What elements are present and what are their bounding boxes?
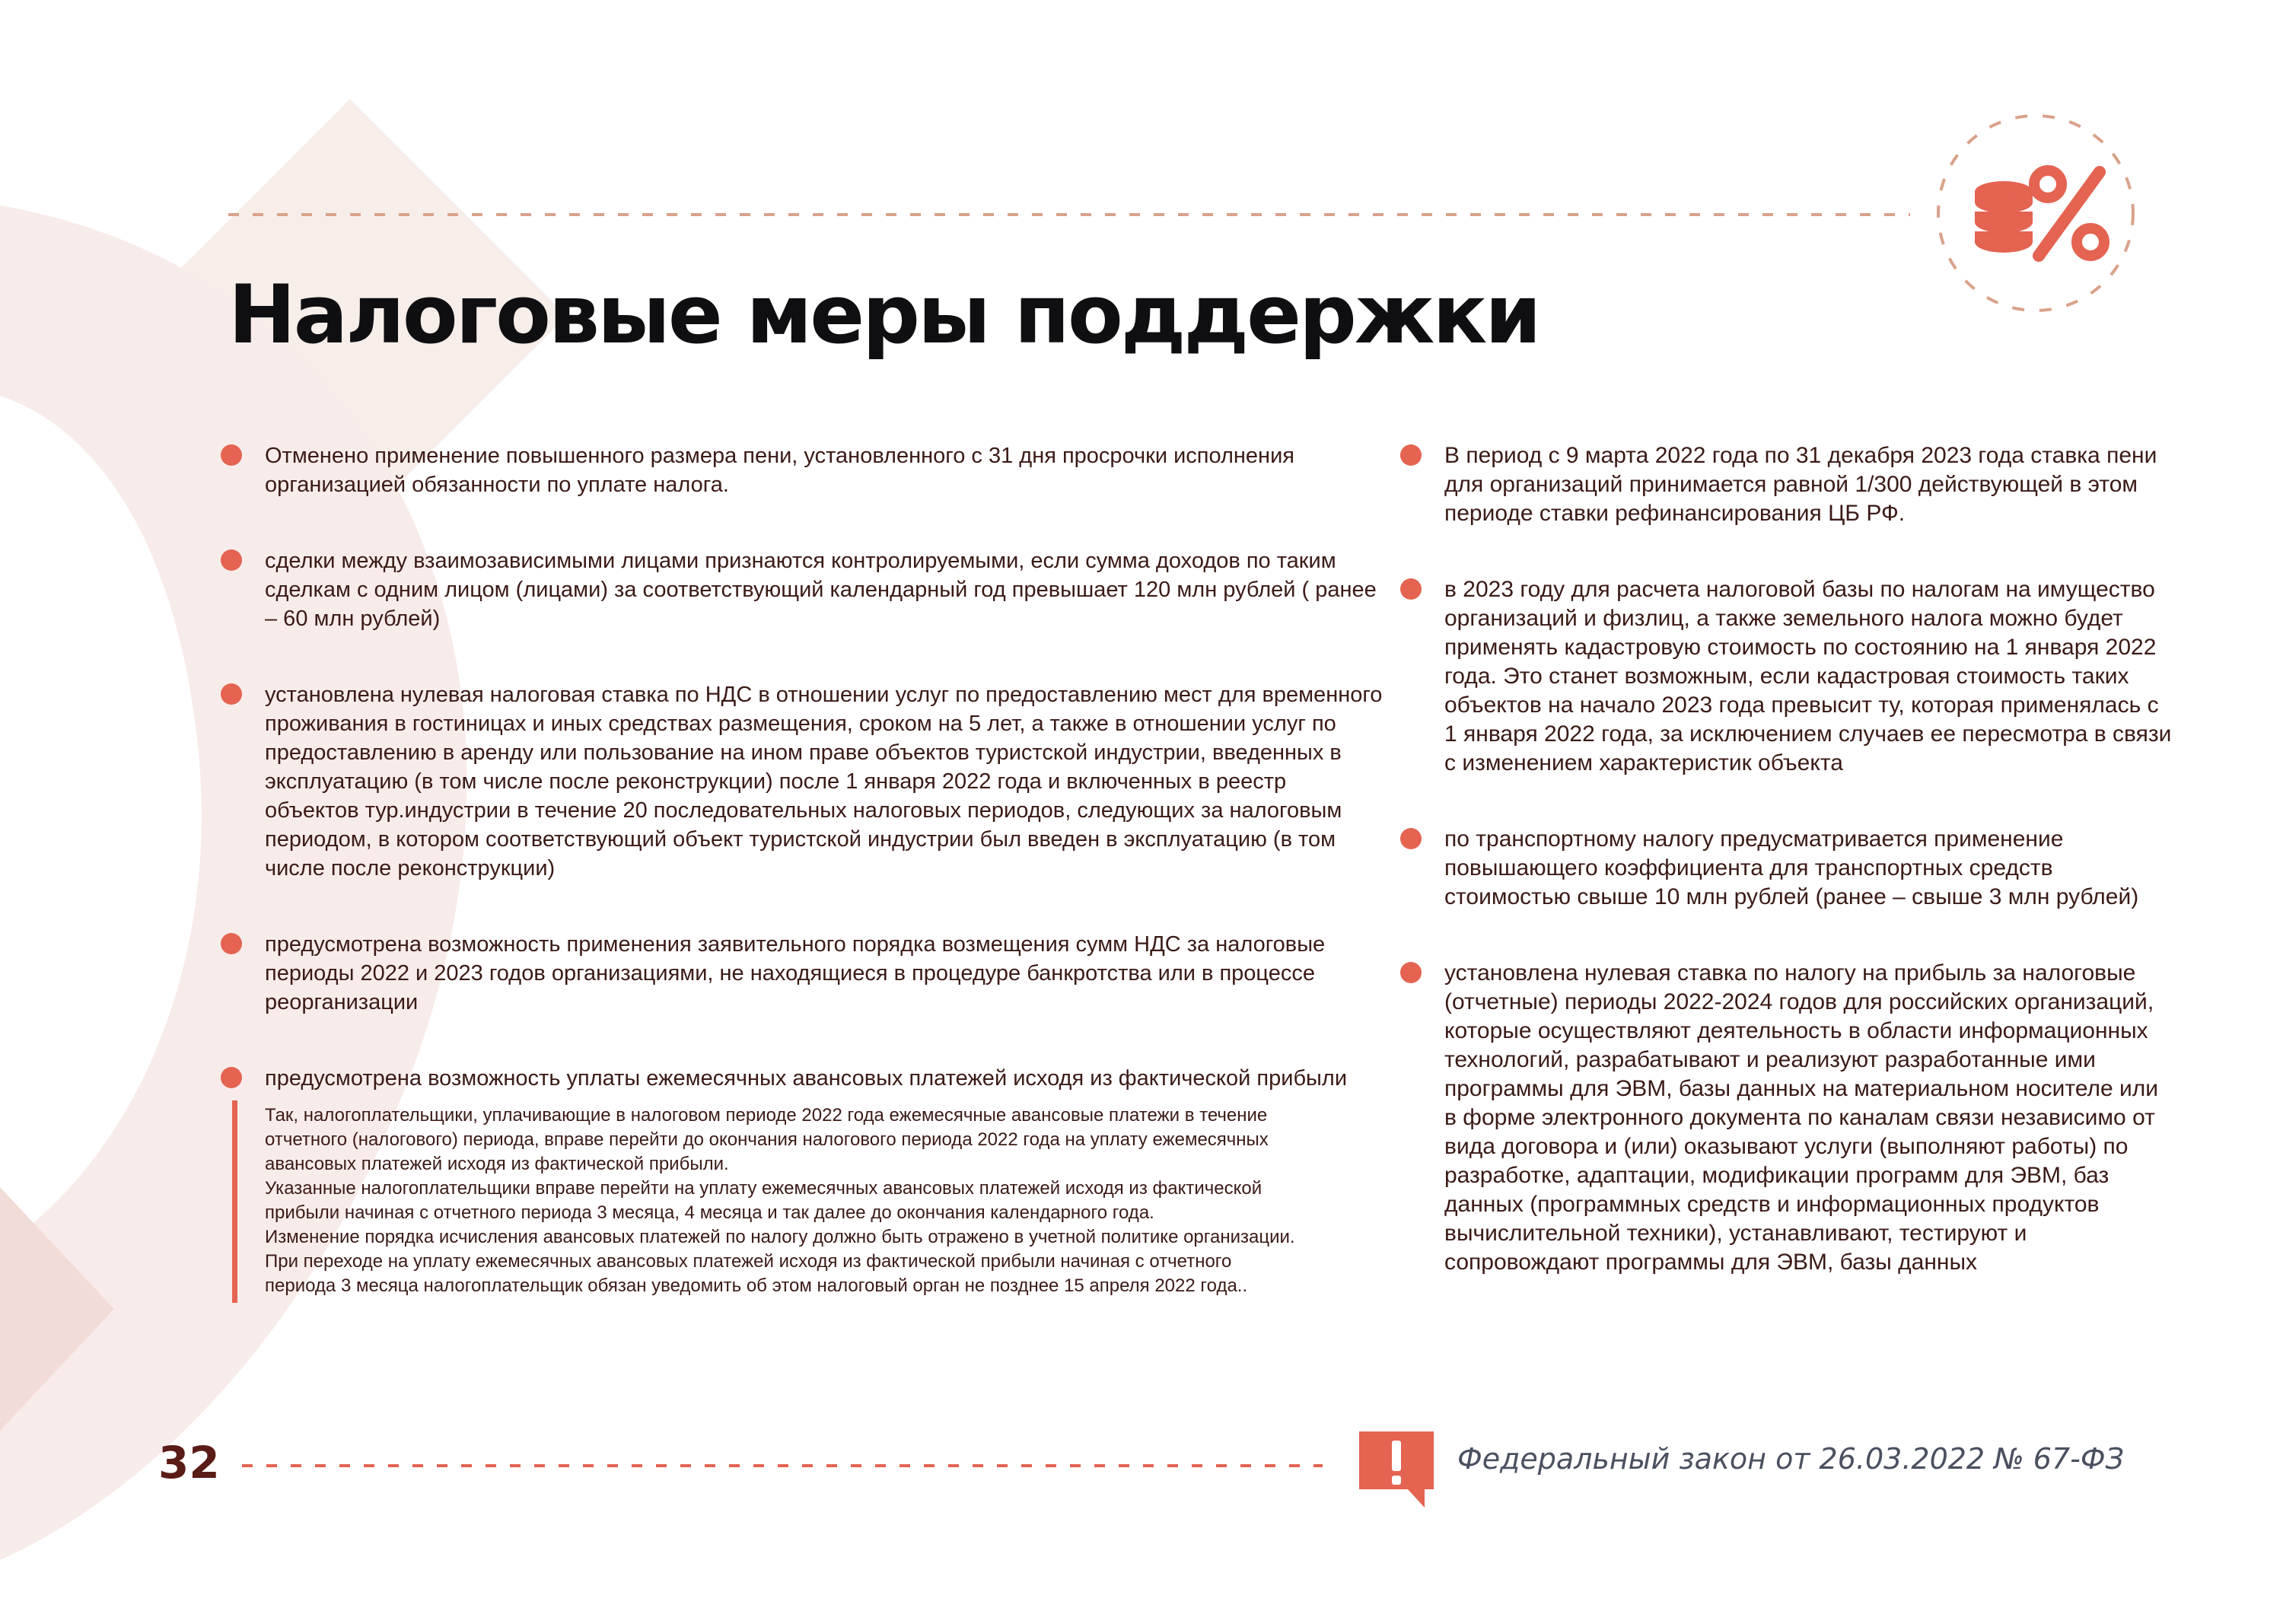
list-item-text: предусмотрена возможность уплаты ежемесячных авансовых платежей исходя из фактической прибыли bbox=[265, 1066, 1348, 1091]
list-item bbox=[221, 930, 1385, 1017]
list-item-text: по транспортному налогу предусматривается применение повышающего коэффициента для транспортных средств стоимостью свыше 10 млн рублей (ранее – свыше 3 млн рублей) bbox=[1444, 826, 2139, 909]
law-reference: Федеральный закон от 26.03.2022 № 67-ФЗ bbox=[1457, 1442, 2124, 1476]
list-item bbox=[1400, 825, 2176, 912]
page-number: 32 bbox=[158, 1437, 220, 1489]
list-item-text: установлена нулевая ставка по налогу на прибыль за налоговые (отчетные) периоды 2022-2024 годов для российских организаций, которые осуществляют деятельность в области информационных технологий, разрабатывают и реализуют разработанные ими программы для ЭВМ, базы данных на материальном носителе или в форме электронного документа по каналам связи независимо от вида договора и (или) оказывают услуги (выполняют работы) по разработке, адаптации, модификации программ для ЭВМ, баз данных (программных средств и информационных продуктов вычислительной техники), устанавливают, тестируют и сопровождают программы для ЭВМ, базы данных bbox=[1444, 960, 2159, 1275]
list-item bbox=[221, 1064, 1385, 1093]
list-item bbox=[221, 680, 1385, 883]
list-item bbox=[1400, 441, 2176, 528]
list-item-text: В период с 9 марта 2022 года по 31 декабря 2023 года ставка пени для организаций принимается равной 1/300 действующей в этом периоде ставки рефинансирования ЦБ РФ. bbox=[1444, 443, 2157, 526]
list-item bbox=[221, 546, 1385, 633]
list-item-text: Отменено применение повышенного размера пени, установленного с 31 дня просрочки исполнения организацией обязанности по уплате налога. bbox=[265, 444, 1294, 497]
bullet-dot bbox=[1400, 828, 1422, 849]
bullet-dot bbox=[1400, 578, 1422, 600]
bullet-dot bbox=[221, 1067, 242, 1088]
list-item bbox=[221, 441, 1385, 499]
coins-percent-icon bbox=[1922, 99, 2150, 327]
bullet-dot bbox=[1400, 444, 1422, 466]
explanatory-note bbox=[232, 1100, 1385, 1303]
list-item-text: установлена нулевая налоговая ставка по НДС в отношении услуг по предоставлению мест для временного проживания в гостиницах и иных средствах размещения, сроком на 5 лет, а также в отношении услуг по предоставлению в аренду или пользование на ином праве объектов туристской индустрии, введенных в эксплуатацию (в том числе после реконструкции) после 1 января 2022 года и включенных в реестр объектов тур.индустрии в течение 20 последовательных налоговых периодов, следующих за налоговым периодом, в котором соответствующий объект туристской индустрии был введен в эксплуатацию (в том числе после реконструкции) bbox=[265, 683, 1383, 880]
bullet-dot bbox=[221, 549, 242, 571]
list-item-text: в 2023 году для расчета налоговой базы по налогам на имущество организаций и физлиц, а также земельного налога можно будет применять кадастровую стоимость по состоянию на 1 января 2022 года. Это станет возможным, если кадастровая стоимость таких объектов на начало 2023 года превысит ту, которая применялась с 1 января 2022 года, за исключением случаев ее пересмотра в связи с изменением характеристик объекта bbox=[1444, 577, 2172, 775]
list-item-text: предусмотрена возможность применения заявительного порядка возмещения сумм НДС за налоговые периоды 2022 и 2023 годов организациями, не находящиеся в процедуре банкротства или в процессе реорганизации bbox=[265, 932, 1326, 1014]
page-title: Налоговые меры поддержки bbox=[228, 268, 1540, 361]
list-item-text: сделки между взаимозависимыми лицами признаются контролируемыми, если сумма доходов по таким сделкам с одним лицом (лицами) за соответствующий календарный год превышает 120 млн рублей ( ранее – 60 млн рублей) bbox=[265, 549, 1377, 631]
bullet-dot bbox=[1400, 962, 1422, 983]
left-column bbox=[221, 441, 1385, 1303]
footer-dashed-line bbox=[242, 1463, 1323, 1469]
bullet-dot bbox=[221, 933, 242, 954]
list-item bbox=[1400, 959, 2176, 1277]
right-column bbox=[1400, 441, 2176, 1277]
bullet-dot bbox=[221, 444, 242, 466]
bullet-dot bbox=[221, 683, 242, 705]
list-item bbox=[1400, 575, 2176, 778]
note-text: Так, налогоплательщики, уплачивающие в налоговом периоде 2022 года ежемесячные авансовые платежи в течение отчетного (налогового) периода, вправе перейти до окончания налогового периода 2022 года на уплату ежемесячных авансовых платежей исходя из фактической прибыли. Указанные налогоплательщики вправе перейти на уплату ежемесячных авансовых платежей исходя из фактической прибыли начиная с отчетного периода 3 месяца, 4 месяца и так далее до окончания календарного года. Изменение порядка исчисления авансовых платежей по налогу должно быть отражено в учетной политике организации. При переходе на уплату ежемесячных авансовых платежей исходя из фактической прибыли начиная с отчетного периода 3 месяца налогоплательщик обязан уведомить об этом налоговый орган не позднее 15 апреля 2022 года.. bbox=[265, 1105, 1295, 1296]
exclamation-speech-bubble-icon bbox=[1355, 1427, 1438, 1511]
